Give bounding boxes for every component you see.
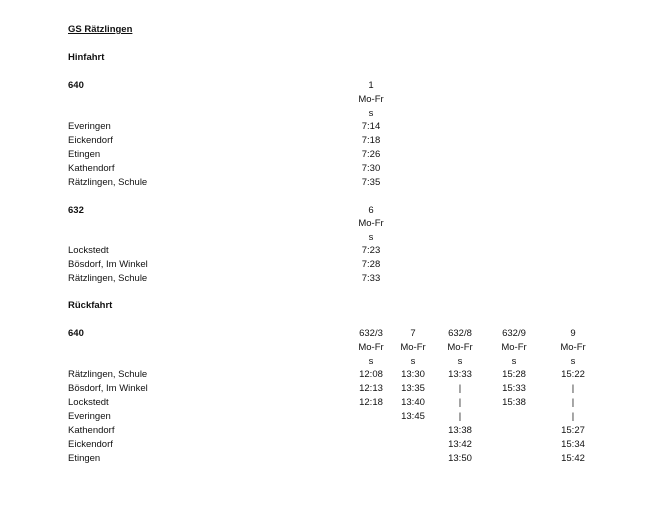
trip-note: s <box>410 356 416 367</box>
stop-time: 15:38 <box>502 397 526 408</box>
stop-time: 15:34 <box>561 439 585 450</box>
trip-days: Mo-Fr <box>560 342 586 353</box>
trip-number: 6 <box>368 205 374 216</box>
trip-number: 7 <box>410 328 416 339</box>
stop-name: Everingen <box>68 121 111 132</box>
stop-time: | <box>458 397 462 408</box>
stop-name: Kathendorf <box>68 425 115 436</box>
hinfahrt-line-640: 640 <box>68 80 84 91</box>
stop-time: | <box>571 383 575 394</box>
document-title: GS Rätzlingen <box>68 24 133 35</box>
stop-name: Rätzlingen, Schule <box>68 177 148 188</box>
hinfahrt-line-632: 632 <box>68 205 84 216</box>
stop-time: 7:26 <box>361 149 381 160</box>
trip-note: s <box>368 356 374 367</box>
stop-name: Everingen <box>68 411 111 422</box>
trip-days: Mo-Fr <box>358 218 384 229</box>
stop-name: Eickendorf <box>68 135 113 146</box>
stop-time: 15:22 <box>561 369 585 380</box>
stop-time: | <box>571 397 575 408</box>
stop-time: 15:42 <box>561 453 585 464</box>
trip-days: Mo-Fr <box>358 342 384 353</box>
stop-name: Rätzlingen, Schule <box>68 273 148 284</box>
trip-number: 1 <box>368 80 374 91</box>
trip-note: s <box>457 356 463 367</box>
stop-name: Bösdorf, Im Winkel <box>68 383 148 394</box>
trip-note: s <box>570 356 576 367</box>
stop-time: 13:45 <box>401 411 425 422</box>
stop-time: 7:33 <box>361 273 381 284</box>
stop-time: 12:18 <box>359 397 383 408</box>
stop-time: 7:28 <box>361 259 381 270</box>
stop-name: Rätzlingen, Schule <box>68 369 148 380</box>
stop-name: Kathendorf <box>68 163 115 174</box>
stop-time: 13:50 <box>448 453 472 464</box>
stop-name: Etingen <box>68 453 101 464</box>
stop-time: 13:42 <box>448 439 472 450</box>
rueckfahrt-line-640: 640 <box>68 328 84 339</box>
stop-name: Bösdorf, Im Winkel <box>68 259 148 270</box>
trip-number: 632/8 <box>448 328 472 339</box>
stop-time: 15:27 <box>561 425 585 436</box>
hinfahrt-heading: Hinfahrt <box>68 52 105 63</box>
stop-name: Lockstedt <box>68 245 109 256</box>
trip-days: Mo-Fr <box>447 342 473 353</box>
stop-name: Lockstedt <box>68 397 109 408</box>
stop-name: Eickendorf <box>68 439 113 450</box>
trip-number: 9 <box>570 328 576 339</box>
stop-time: 7:14 <box>361 121 381 132</box>
stop-time: 15:33 <box>502 383 526 394</box>
trip-number: 632/9 <box>502 328 526 339</box>
trip-days: Mo-Fr <box>501 342 527 353</box>
trip-days: Mo-Fr <box>400 342 426 353</box>
trip-note: s <box>511 356 517 367</box>
rueckfahrt-heading: Rückfahrt <box>68 300 113 311</box>
stop-name: Etingen <box>68 149 101 160</box>
stop-time: 12:13 <box>359 383 383 394</box>
stop-time: 13:38 <box>448 425 472 436</box>
trip-number: 632/3 <box>359 328 383 339</box>
stop-time: | <box>458 383 462 394</box>
stop-time: 13:35 <box>401 383 425 394</box>
stop-time: 13:30 <box>401 369 425 380</box>
stop-time: 7:18 <box>361 135 381 146</box>
stop-time: 12:08 <box>359 369 383 380</box>
stop-time: | <box>571 411 575 422</box>
stop-time: 15:28 <box>502 369 526 380</box>
trip-note: s <box>368 108 374 119</box>
stop-time: 7:30 <box>361 163 381 174</box>
stop-time: 13:40 <box>401 397 425 408</box>
stop-time: 7:23 <box>361 245 381 256</box>
trip-note: s <box>368 232 374 243</box>
trip-days: Mo-Fr <box>358 94 384 105</box>
stop-time: | <box>458 411 462 422</box>
stop-time: 7:35 <box>361 177 381 188</box>
stop-time: 13:33 <box>448 369 472 380</box>
